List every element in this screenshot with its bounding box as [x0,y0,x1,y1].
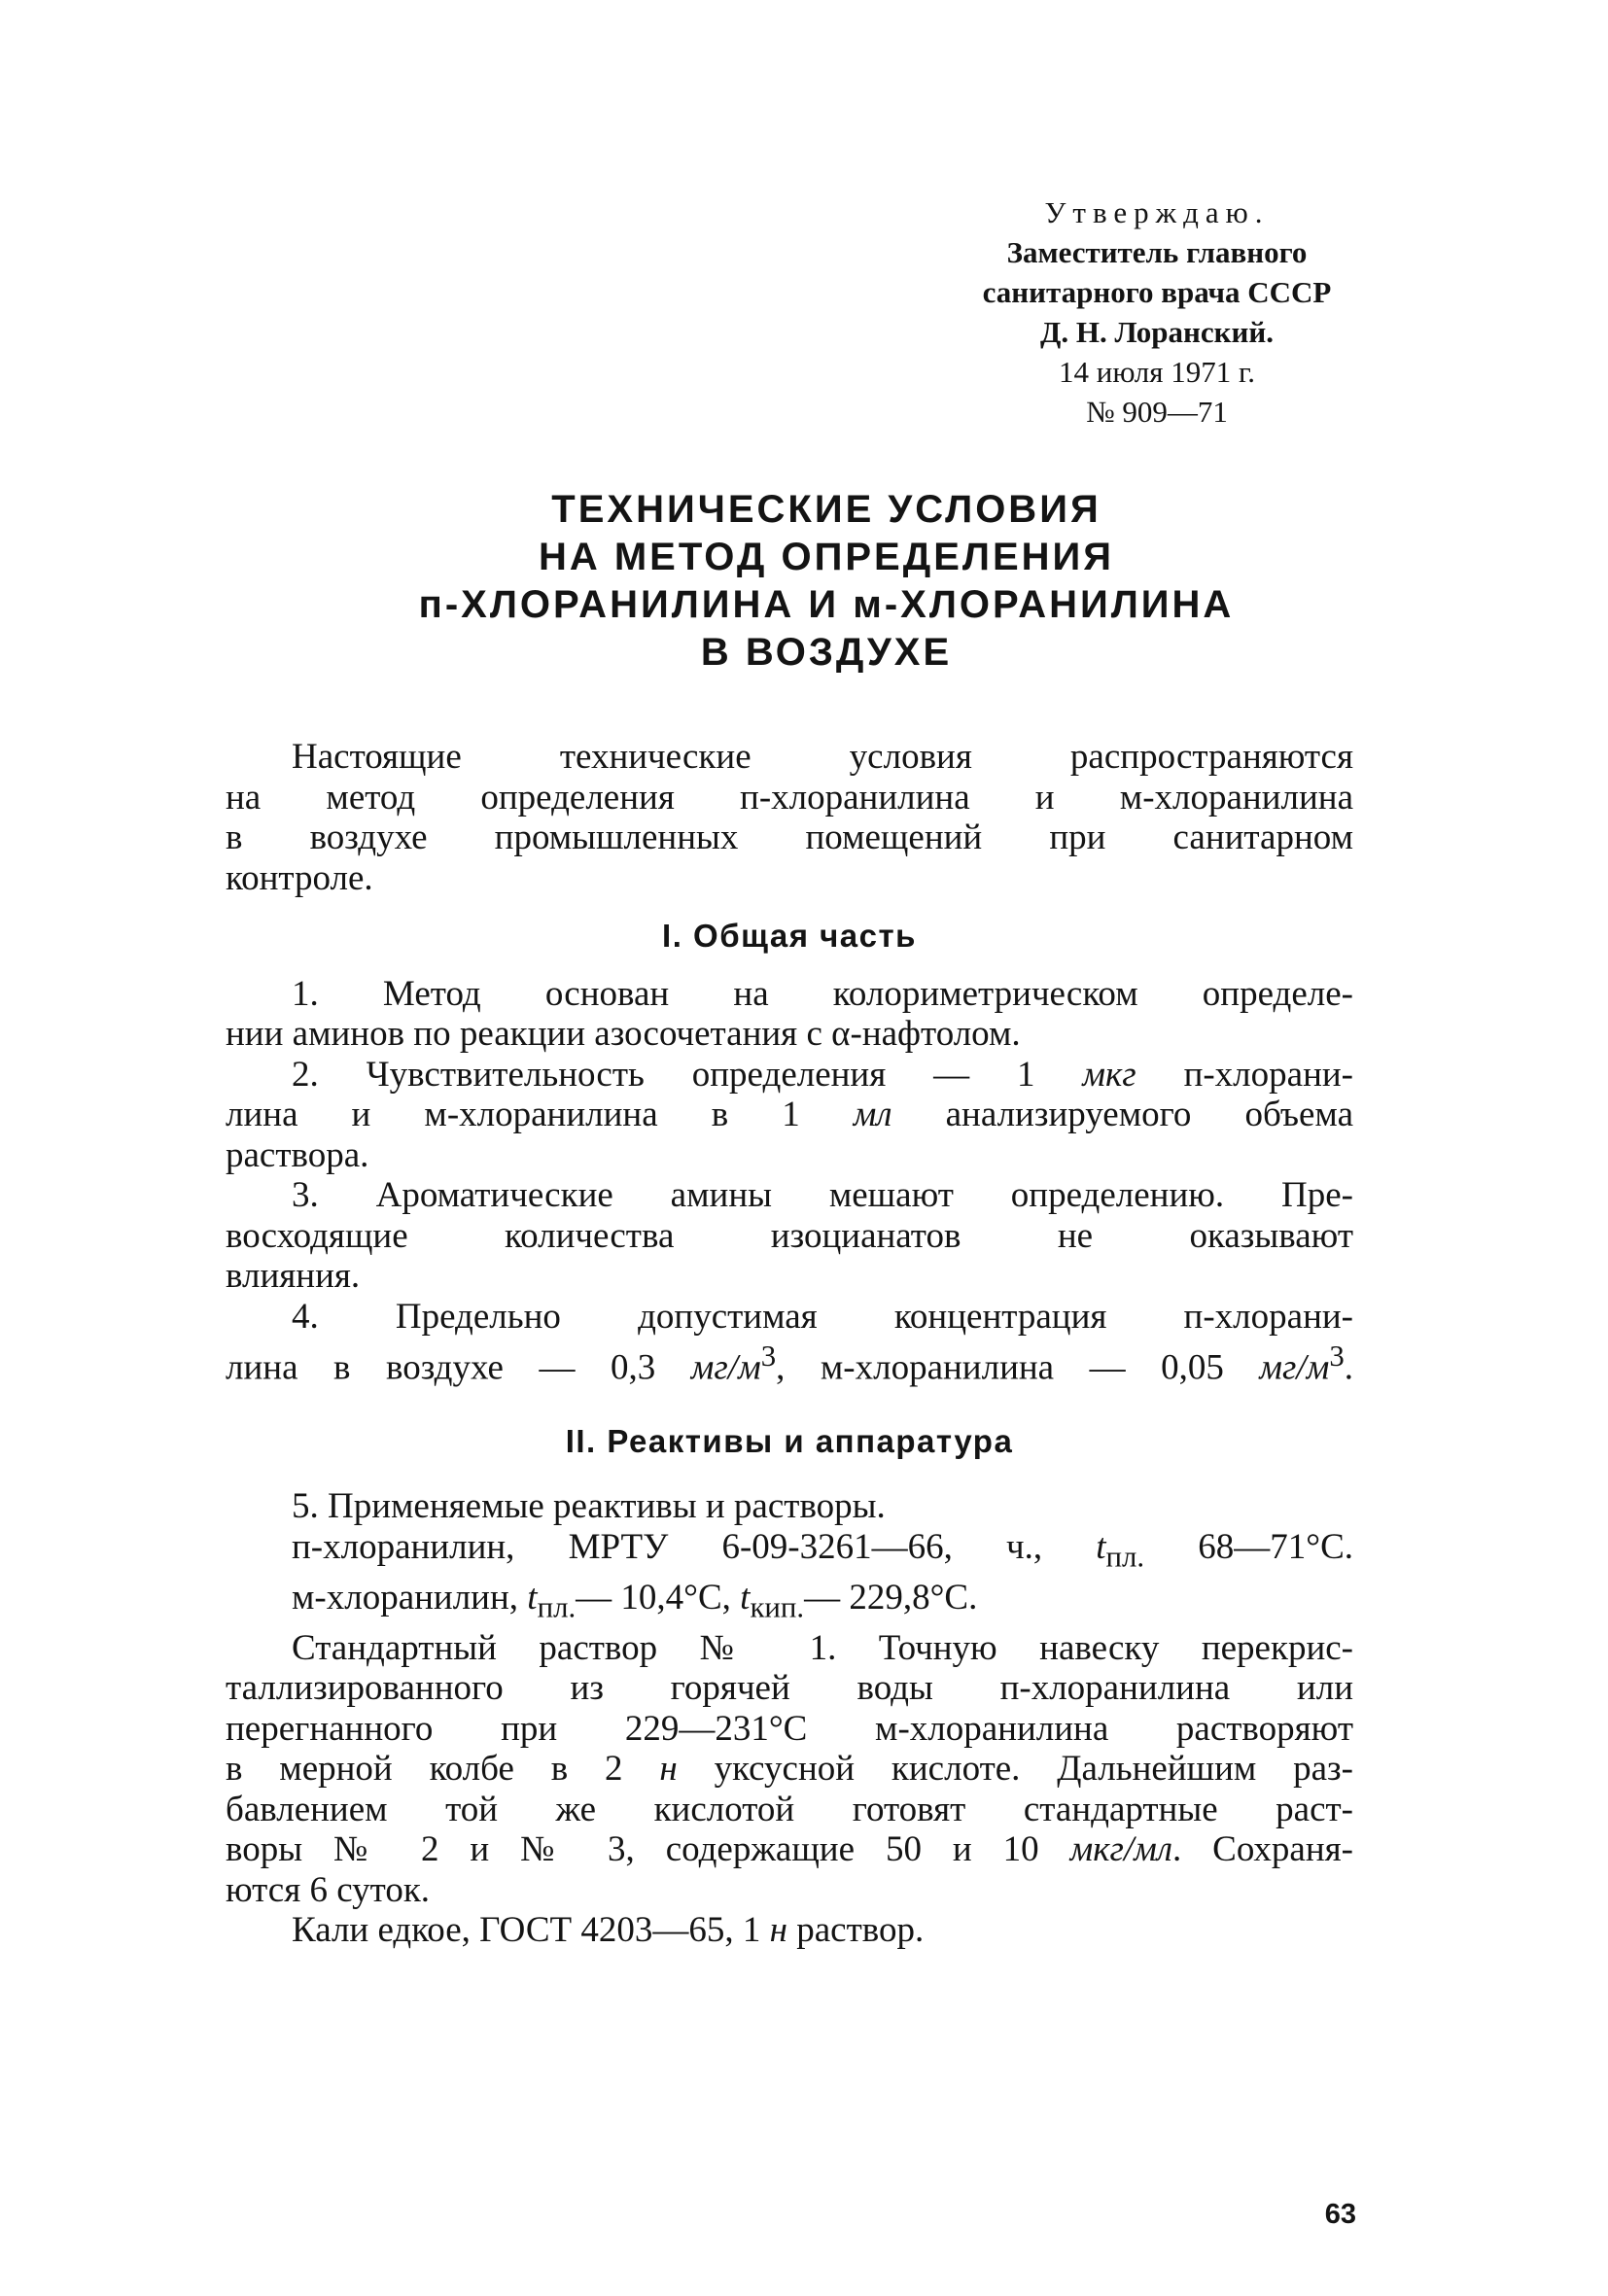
approval-line: Заместитель главного [1006,235,1308,269]
text-fragment: лина в воздухе — 0,3 [226,1347,691,1388]
subscript: пл. [1105,1540,1145,1574]
text-fragment: п-хлорани- [1136,1054,1353,1095]
approval-line: Утверждаю. [1044,195,1270,229]
page-number: 63 [1324,2199,1356,2230]
unit-normal: н [659,1749,678,1790]
text-line: раствора. [226,1134,369,1175]
paragraph-4 [226,1297,1353,1388]
unit-mkg: мкг [1082,1054,1136,1095]
paragraph-5 [226,1486,1353,1627]
text-line: Стандартный раствор № 1. Точную навеску перекрис- [292,1627,1353,1668]
approval-signatory: Д. Н. Лоранский. [1040,315,1274,349]
text-fragment: — 10,4°С, [576,1577,741,1618]
superscript: 3 [760,1339,777,1373]
text-line: влияния. [226,1256,361,1296]
paragraph-2 [226,1055,1353,1176]
text-line: перегнанного при 229—231°С м-хлоранилина растворяют [226,1708,1353,1749]
temp-symbol: t [527,1577,538,1618]
text-line: таллизированного из горячей воды п-хлоранилина или [226,1668,1353,1709]
section-heading-reagents: II. Реактивы и аппаратура [565,1422,1014,1459]
paragraph-3 [226,1175,1353,1297]
unit-mg-m3: мг/м [1259,1347,1330,1388]
title-line: п-ХЛОРАНИЛИНА И м-ХЛОРАНИЛИНА [418,583,1235,626]
approval-line: санитарного врача СССР [982,275,1332,309]
paragraph-7 [226,1910,1353,1951]
section-heading-general: I. Общая часть [662,918,917,954]
text-fragment: 68—71°С. [1144,1526,1353,1567]
text-fragment: уксусной кислоте. Дальнейшим раз- [677,1749,1353,1790]
text-line [226,1337,1353,1388]
paragraph-1 [226,974,1353,1055]
unit-mkg-ml: мкг/мл [1069,1829,1172,1870]
title-line: В ВОЗДУХЕ [700,631,953,674]
text-line [226,1055,1353,1096]
text-line: 3. Ароматические амины мешают определению. Пре- [292,1175,1353,1215]
approval-date: 14 июля 1971 г. [1059,355,1255,389]
text-fragment: Кали едкое, ГОСТ 4203—65, 1 [292,1910,770,1951]
unit-normal: н [769,1910,787,1951]
unit-mg-m3: мг/м [690,1347,761,1388]
title-line: ТЕХНИЧЕСКИЕ УСЛОВИЯ [551,488,1101,531]
text-line: 5. Применяемые реактивы и растворы. [292,1486,886,1527]
subscript: пл. [537,1590,577,1624]
text-line [226,1578,1353,1628]
text-fragment: воры № 2 и № 3, содержащие 50 и 10 [226,1829,1070,1870]
temp-symbol: t [1096,1526,1106,1567]
text-fragment: . Сохраня- [1171,1829,1353,1870]
temp-symbol: t [740,1577,751,1618]
text-line [226,1527,1353,1578]
text-line: ются 6 суток. [226,1869,431,1910]
text-fragment: м-хлоранилин, [292,1577,528,1618]
text-line: в воздухе промышленных помещений при санитарном [226,818,1353,857]
paragraph-6 [226,1628,1353,1911]
subscript: кип. [750,1590,805,1624]
text-fragment: 2. Чувствительность определения — 1 [292,1054,1083,1095]
text-line: 1. Метод основан на колориметрическом определе- [292,973,1353,1014]
intro-paragraph [226,737,1353,898]
text-line: на метод определения п-хлоранилина и м-хлоранилина [226,777,1353,818]
text-line: бавлением той же кислотой готовят стандартные раст- [226,1789,1353,1829]
approval-number: № 909—71 [1086,395,1228,429]
text-fragment: — 229,8°С. [804,1577,978,1618]
text-line [226,1910,1353,1951]
text-line: контроле. [226,857,373,898]
text-line: 4. Предельно допустимая концентрация п-хлорани- [292,1296,1353,1337]
title-line: НА МЕТОД ОПРЕДЕЛЕНИЯ [538,536,1115,578]
approval-block [933,192,1381,432]
text-line [226,1749,1353,1790]
document-title [224,486,1429,677]
text-fragment: п-хлоранилин, МРТУ 6-09-3261—66, ч., [292,1526,1097,1567]
text-line: восходящие количества изоцианатов не оказывают [226,1215,1353,1256]
text-line: нии аминов по реакции азосочетания с α-нафтолом. [226,1014,1021,1054]
text-fragment: . [1344,1347,1353,1388]
text-line [226,1095,1353,1135]
superscript: 3 [1329,1339,1345,1373]
unit-ml: мл [853,1095,892,1134]
text-line [226,1829,1353,1870]
text-fragment: лина и м-хлоранилина в 1 [226,1095,854,1134]
text-line: Настоящие технические условия распространяются [292,737,1353,777]
text-fragment: в мерной колбе в 2 [226,1749,660,1790]
document-body [226,737,1353,1951]
text-fragment: , м-хлоранилина — 0,05 [776,1347,1260,1388]
text-fragment: раствор. [787,1910,925,1951]
text-fragment: анализируемого объема [891,1095,1353,1134]
